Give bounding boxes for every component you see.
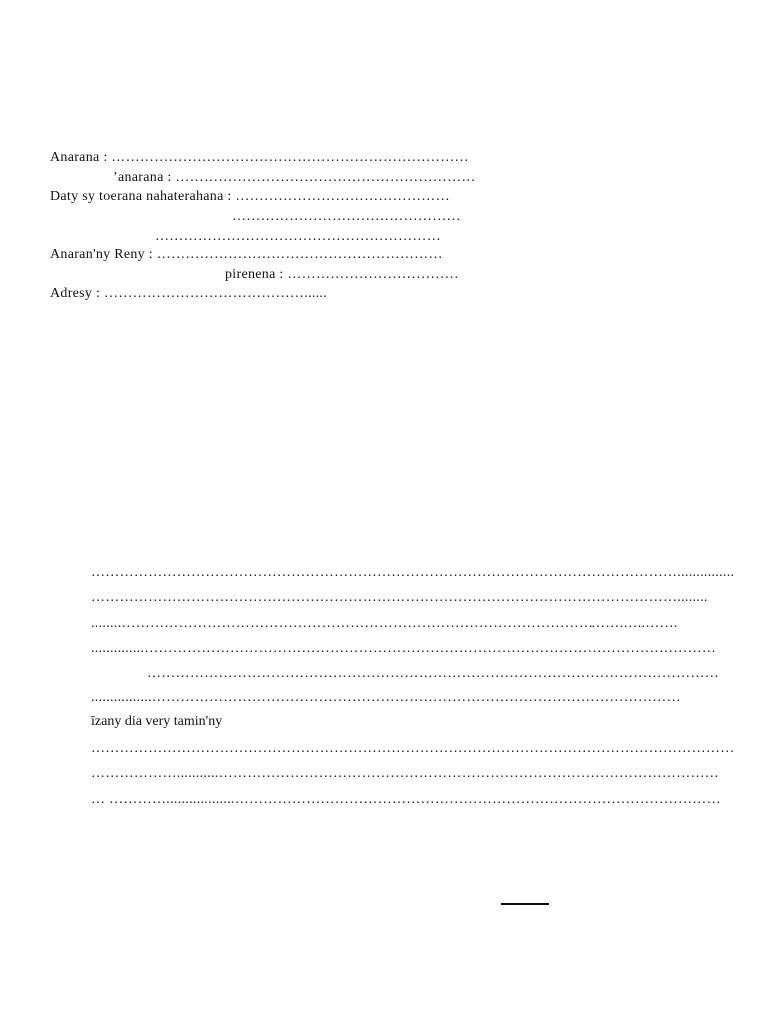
fanampiny-anarana-field: ’anarana : ……………………………………………………… [113, 170, 476, 185]
body-line-9: ………………...........…………………………………………………………………………………………… [91, 766, 720, 781]
body-line-1: ……………………………………………………………………………………………………………............... [91, 565, 735, 580]
adresy-field: Adresy : ……………………………………...... [50, 286, 328, 301]
signature-line [501, 903, 549, 905]
body-line-8: ……………………………………………………………………………………………………………………… [91, 741, 735, 756]
body-line-4: ..............………………………………………………………………………………………………………… [91, 641, 717, 656]
body-line-3a: ........……………………………………………………………………………………… [91, 616, 594, 631]
anaran-ny-reny-field: Anaran'ny Reny : …………………………………………………… [50, 247, 443, 262]
daty-toerana-field: Daty sy toerana nahaterahana : ……………………………………… [50, 189, 450, 204]
body-line-2: ……………………………………………………………………………………………………………........ [91, 590, 708, 605]
daty-continuation-1: ………………………………………… [232, 209, 461, 224]
pirenena-field: pirenena : ……………………………… [225, 267, 459, 282]
daty-continuation-2: …………………………………………………… [155, 229, 441, 244]
body-line-3b: …….…..……. [591, 616, 678, 631]
body-line-5: ………………………………………………………………………………………………………… [147, 666, 719, 681]
anarana-field: Anarana : ………………………………………………………………… [50, 150, 469, 165]
body-line-10: … …………..................………………………………………………………………………………………… [91, 792, 721, 807]
body-line-6: ................………………………………………………………………………………………………… [91, 690, 681, 705]
body-line-7: īzany dia very tamin'ny [91, 714, 223, 729]
